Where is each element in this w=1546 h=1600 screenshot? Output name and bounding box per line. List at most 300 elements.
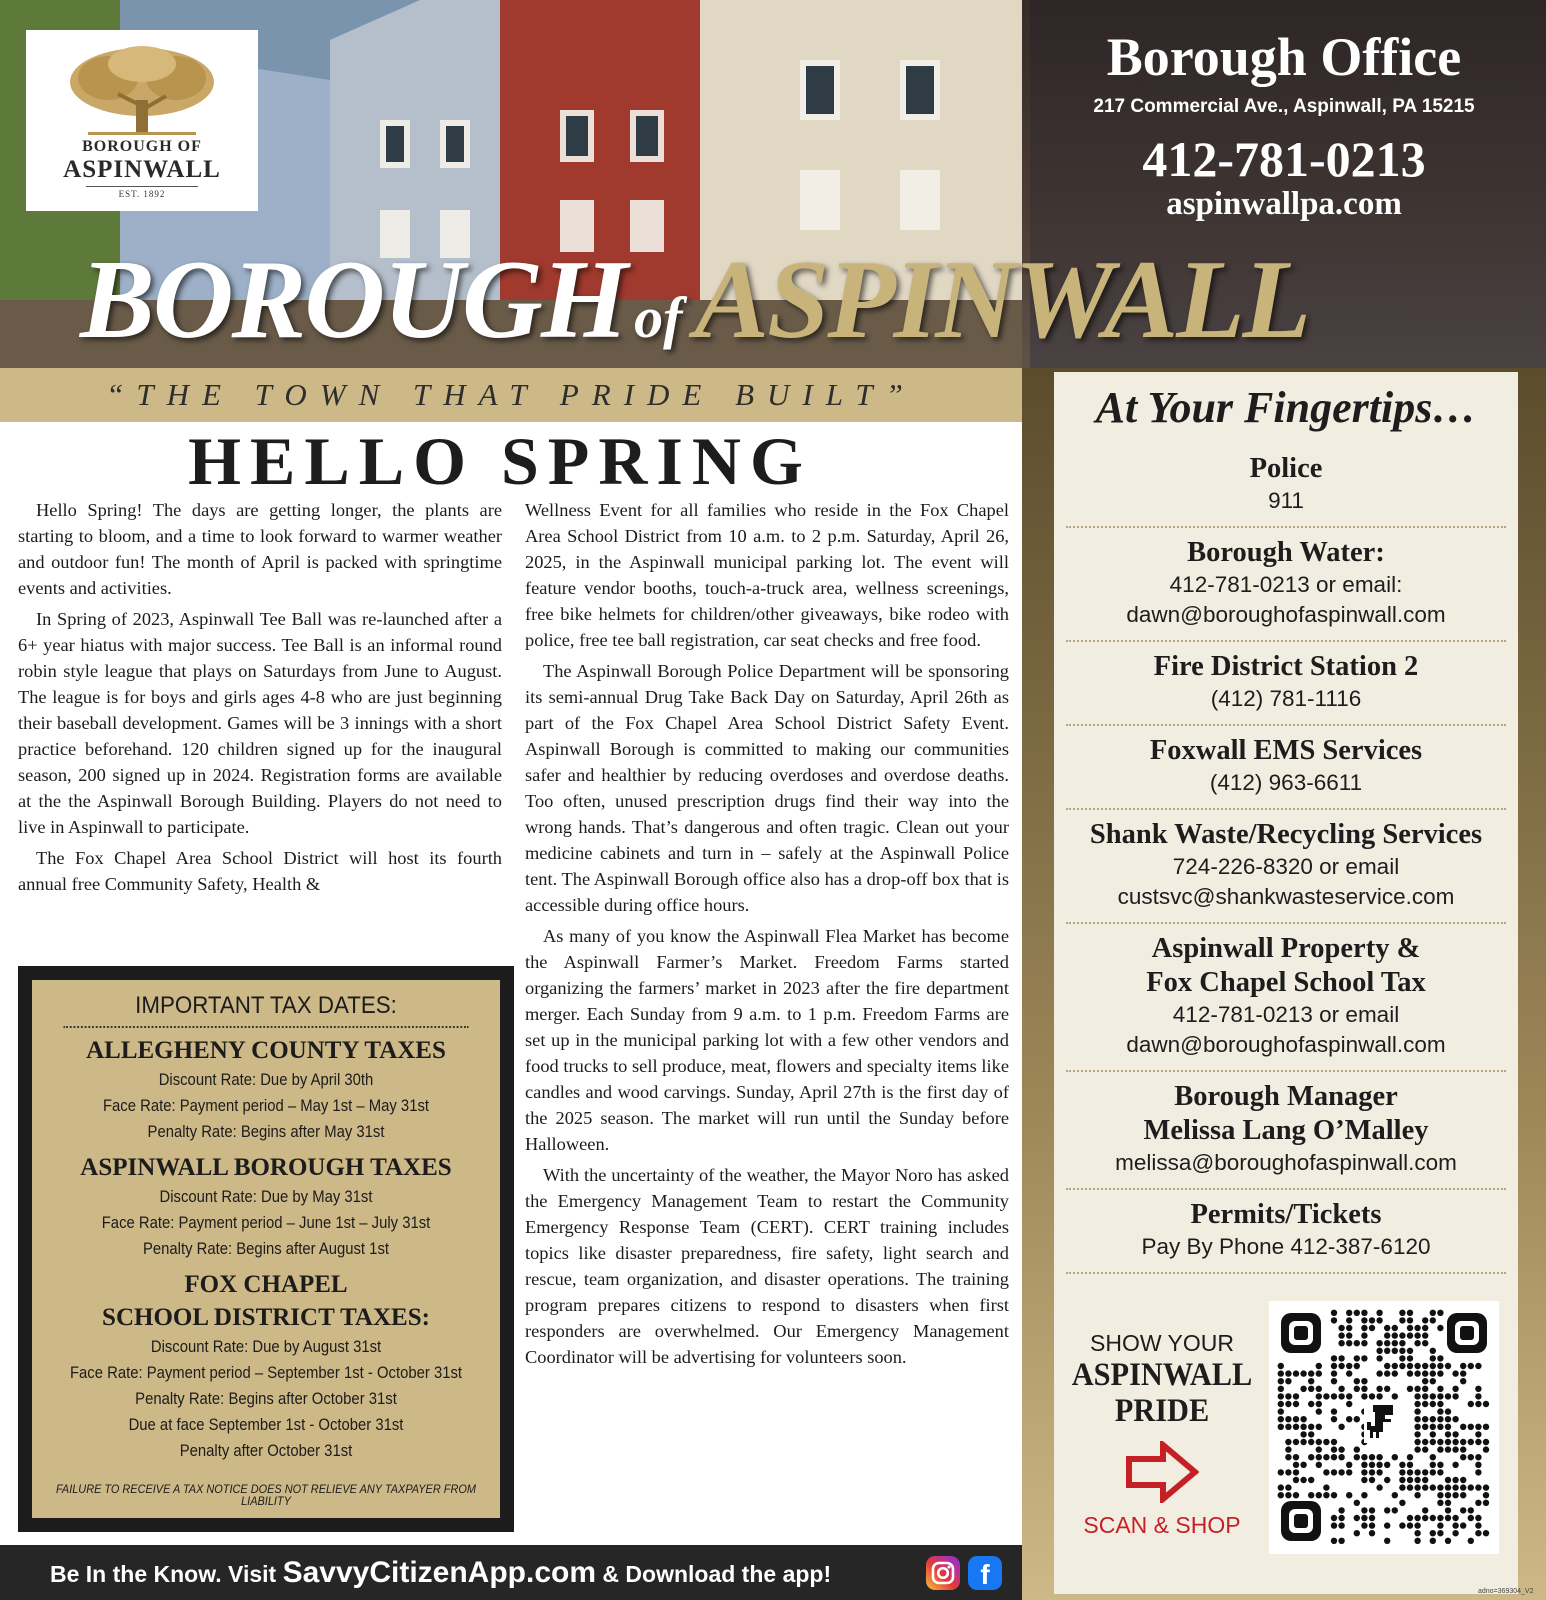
- qr-module: [1422, 1507, 1428, 1513]
- qr-module: [1331, 1370, 1337, 1376]
- qr-module: [1384, 1477, 1390, 1483]
- qr-module: [1354, 1500, 1360, 1506]
- qr-module: [1468, 1363, 1474, 1369]
- qr-module: [1354, 1340, 1360, 1346]
- footer-text: [50, 1545, 831, 1600]
- contact-phone[interactable]: Pay By Phone 412-387-6120: [1141, 1234, 1431, 1259]
- qr-module: [1384, 1386, 1390, 1392]
- qr-module: [1430, 1310, 1436, 1316]
- qr-module: [1445, 1484, 1451, 1490]
- qr-module: [1285, 1416, 1291, 1422]
- qr-module: [1399, 1469, 1405, 1475]
- article-paragraph: Hello Spring! The days are getting longer, the plants are starting to bloom, and a time to look forward to warmer weather and outdoor fun! The month of April is packed with springtime events and activities.: [18, 500, 502, 598]
- qr-module: [1422, 1370, 1428, 1376]
- tax-date-line: Face Rate: Payment period – June 1st – July 31st: [101, 1214, 431, 1232]
- masthead-of: of: [634, 285, 683, 350]
- qr-module: [1316, 1492, 1322, 1498]
- qr-module: [1338, 1454, 1344, 1460]
- qr-module: [1437, 1492, 1443, 1498]
- qr-module: [1468, 1401, 1474, 1407]
- qr-module: [1392, 1393, 1398, 1399]
- facebook-icon[interactable]: f: [968, 1556, 1002, 1590]
- qr-module: [1430, 1538, 1436, 1544]
- article-paragraph: With the uncertainty of the weather, the Mayor Noro has asked the Emergency Management Team to restart the Community Emergency Response Team (CERT). CERT training includes topics like disaster preparedness, fire safety, light search and rescue, team organization, and disaster operations. The training program prepares citizens to respond to disasters when first responders are overwhelmed. Our Emergency Management Coordinator will be advertising for volunteers soon.: [525, 1165, 1009, 1367]
- qr-module: [1369, 1515, 1375, 1521]
- qr-module: [1278, 1469, 1284, 1475]
- qr-module: [1407, 1370, 1413, 1376]
- qr-module: [1430, 1431, 1436, 1437]
- qr-module: [1278, 1363, 1284, 1369]
- qr-module: [1422, 1401, 1428, 1407]
- qr-module: [1338, 1507, 1344, 1513]
- qr-module: [1354, 1363, 1360, 1369]
- contact-phone[interactable]: 412-781-0213 or email:: [1169, 572, 1403, 597]
- qr-module: [1392, 1492, 1398, 1498]
- qr-module: [1399, 1310, 1405, 1316]
- qr-module: [1437, 1522, 1443, 1528]
- qr-module: [1437, 1439, 1443, 1445]
- qr-module: [1300, 1439, 1306, 1445]
- qr-module: [1278, 1484, 1284, 1490]
- qr-module: [1445, 1492, 1451, 1498]
- qr-module: [1361, 1340, 1367, 1346]
- qr-module: [1384, 1340, 1390, 1346]
- qr-module: [1308, 1477, 1314, 1483]
- qr-module: [1430, 1462, 1436, 1468]
- qr-module: [1338, 1386, 1344, 1392]
- qr-module: [1369, 1522, 1375, 1528]
- qr-module: [1452, 1370, 1458, 1376]
- qr-module: [1445, 1507, 1451, 1513]
- qr-module: [1316, 1363, 1322, 1369]
- qr-module: [1483, 1492, 1489, 1498]
- qr-module: [1369, 1454, 1375, 1460]
- qr-module: [1308, 1492, 1314, 1498]
- qr-module: [1384, 1462, 1390, 1468]
- qr-module: [1430, 1348, 1436, 1354]
- contact-name: Permits/Tickets: [1190, 1199, 1382, 1230]
- qr-module: [1361, 1317, 1367, 1323]
- qr-module: [1338, 1393, 1344, 1399]
- qr-module: [1475, 1462, 1481, 1468]
- qr-module: [1308, 1386, 1314, 1392]
- qr-module: [1338, 1515, 1344, 1521]
- qr-module: [1323, 1484, 1329, 1490]
- qr-module: [1293, 1393, 1299, 1399]
- qr-module: [1452, 1416, 1458, 1422]
- tax-section-heading: FOX CHAPEL SCHOOL DISTRICT TAXES:: [102, 1271, 430, 1331]
- article-paragraph: The Aspinwall Borough Police Department will be sponsoring its semi-annual Drug Take Back Day on Saturday, April 26th as part of the Fox Chapel Area School District Safety Event. Aspinwall Borough is committed to making our communities safer and healthier by reducing overdoses and overdose deaths. Too often, unused prescription drugs find their way into the wrong hands. That’s dangerous and often tragic. Clean out your medicine cabinets and turn in – safely at the Aspinwall Police tent. The Aspinwall Borough office also has a drop-off box that is accessible during office hours.: [525, 661, 1009, 915]
- qr-module: [1316, 1439, 1322, 1445]
- qr-module: [1430, 1401, 1436, 1407]
- qr-module: [1308, 1431, 1314, 1437]
- qr-module: [1369, 1317, 1375, 1323]
- qr-module: [1452, 1492, 1458, 1498]
- contact-borough-manager: [1066, 1076, 1506, 1190]
- qr-module: [1376, 1469, 1382, 1475]
- qr-module: [1475, 1424, 1481, 1430]
- qr-module: [1293, 1416, 1299, 1422]
- qr-module: [1361, 1325, 1367, 1331]
- qr-module: [1278, 1424, 1284, 1430]
- qr-module: [1475, 1439, 1481, 1445]
- qr-module: [1445, 1477, 1451, 1483]
- qr-module: [1475, 1454, 1481, 1460]
- qr-module: [1460, 1439, 1466, 1445]
- qr-module: [1422, 1340, 1428, 1346]
- qr-module: [1285, 1393, 1291, 1399]
- qr-module: [1308, 1401, 1314, 1407]
- qr-module: [1300, 1386, 1306, 1392]
- qr-module: [1414, 1416, 1420, 1422]
- qr-module: [1354, 1446, 1360, 1452]
- qr-module: [1437, 1416, 1443, 1422]
- qr-module: [1407, 1317, 1413, 1323]
- qr-module: [1376, 1340, 1382, 1346]
- qr-module: [1338, 1340, 1344, 1346]
- qr-module: [1392, 1325, 1398, 1331]
- qr-module: [1445, 1363, 1451, 1369]
- qr-module: [1285, 1378, 1291, 1384]
- qr-module: [1437, 1446, 1443, 1452]
- qr-module: [1285, 1484, 1291, 1490]
- qr-module: [1430, 1378, 1436, 1384]
- logo-est-text: EST. 1892: [86, 186, 198, 199]
- qr-module: [1483, 1424, 1489, 1430]
- qr-module: [1475, 1515, 1481, 1521]
- qr-module: [1437, 1408, 1443, 1414]
- qr-module: [1422, 1477, 1428, 1483]
- contact-name: Borough Water:: [1187, 537, 1385, 568]
- qr-module: [1399, 1348, 1405, 1354]
- qr-module: [1278, 1416, 1284, 1422]
- qr-finder-top-left: [1281, 1313, 1321, 1353]
- qr-module: [1445, 1424, 1451, 1430]
- savvy-citizen-link[interactable]: SavvyCitizenApp.com: [282, 1556, 597, 1589]
- contact-name: Shank Waste/Recycling Services: [1089, 819, 1483, 850]
- contact-phone[interactable]: 724-226-8320 or email: [1172, 854, 1400, 879]
- qr-module: [1369, 1393, 1375, 1399]
- tax-date-line: Discount Rate: Due by August 31st: [150, 1338, 382, 1356]
- qr-module: [1331, 1492, 1337, 1498]
- tax-date-line: Penalty Rate: Begins after October 31st: [135, 1390, 397, 1408]
- qr-module: [1452, 1439, 1458, 1445]
- qr-module: [1468, 1538, 1474, 1544]
- qr-module: [1437, 1363, 1443, 1369]
- qr-module: [1331, 1522, 1337, 1528]
- contact-email[interactable]: dawn@boroughofaspinwall.com: [1126, 1032, 1446, 1057]
- office-address: 217 Commercial Ave., Aspinwall, PA 15215: [1093, 96, 1475, 117]
- pride-line2: [1063, 1357, 1262, 1429]
- qr-module: [1346, 1416, 1352, 1422]
- qr-module: [1308, 1454, 1314, 1460]
- qr-module: [1369, 1507, 1375, 1513]
- qr-module: [1422, 1332, 1428, 1338]
- office-website-link[interactable]: aspinwallpa.com: [1166, 186, 1402, 222]
- qr-module: [1460, 1507, 1466, 1513]
- qr-module: [1361, 1378, 1367, 1384]
- qr-module: [1308, 1439, 1314, 1445]
- qr-module: [1407, 1386, 1413, 1392]
- qr-module: [1392, 1454, 1398, 1460]
- qr-module: [1361, 1507, 1367, 1513]
- contact-email[interactable]: dawn@boroughofaspinwall.com: [1126, 602, 1446, 627]
- qr-module: [1399, 1522, 1405, 1528]
- qr-module: [1468, 1515, 1474, 1521]
- contact-name: Aspinwall Property & Fox Chapel School Tax: [1146, 933, 1426, 998]
- qr-module: [1475, 1469, 1481, 1475]
- qr-module: [1316, 1401, 1322, 1407]
- contact-phone[interactable]: (412) 781-1116: [1210, 686, 1362, 711]
- qr-module: [1460, 1370, 1466, 1376]
- qr-module: [1430, 1454, 1436, 1460]
- qr-module: [1384, 1507, 1390, 1513]
- qr-module: [1354, 1454, 1360, 1460]
- qr-module: [1422, 1416, 1428, 1422]
- qr-module: [1376, 1454, 1382, 1460]
- qr-module: [1407, 1477, 1413, 1483]
- qr-module: [1414, 1477, 1420, 1483]
- qr-module: [1430, 1515, 1436, 1521]
- qr-module: [1437, 1462, 1443, 1468]
- qr-module: [1475, 1393, 1481, 1399]
- qr-module: [1354, 1310, 1360, 1316]
- contact-name: Foxwall EMS Services: [1149, 735, 1423, 766]
- qr-module: [1300, 1416, 1306, 1422]
- qr-module: [1414, 1431, 1420, 1437]
- qr-module: [1376, 1370, 1382, 1376]
- qr-module: [1285, 1454, 1291, 1460]
- contact-name: Borough Manager Melissa Lang O’Malley: [1143, 1081, 1429, 1146]
- qr-module: [1323, 1393, 1329, 1399]
- qr-module: [1293, 1469, 1299, 1475]
- qr-module: [1452, 1477, 1458, 1483]
- qr-module: [1437, 1424, 1443, 1430]
- qr-module: [1376, 1310, 1382, 1316]
- qr-module: [1399, 1484, 1405, 1490]
- tax-date-line: Discount Rate: Due by April 30th: [158, 1071, 374, 1089]
- qr-module: [1346, 1325, 1352, 1331]
- qr-module: [1331, 1515, 1337, 1521]
- qr-module: [1422, 1325, 1428, 1331]
- qr-module: [1376, 1386, 1382, 1392]
- footer-text-after: & Download the app!: [596, 1561, 832, 1587]
- qr-module: [1460, 1477, 1466, 1483]
- qr-module: [1452, 1462, 1458, 1468]
- qr-module: [1407, 1515, 1413, 1521]
- article-paragraph: In Spring of 2023, Aspinwall Tee Ball was re-launched after a 6+ year hiatus with major success. Tee Ball is an informal round robin style league that plays on Saturdays from June to August. The league is for boys and girls ages 4-8 who are just beginning their baseball development. Games will be 3 innings with a short practice beforehand. 120 children signed up for the inaugural season, 200 signed up in 2024. Registration forms are available at the the Aspinwall Borough Building. Players do not need to live in Aspinwall to participate.: [18, 609, 502, 837]
- office-phone[interactable]: 412-781-0213: [1142, 131, 1426, 187]
- article-paragraph: The Fox Chapel Area School District will host its fourth annual free Community Safety, Health &: [18, 848, 502, 894]
- tax-date-line: Penalty Rate: Begins after May 31st: [147, 1123, 385, 1141]
- qr-module: [1475, 1363, 1481, 1369]
- qr-module: [1475, 1386, 1481, 1392]
- pride-text-pride: PRIDE: [1114, 1393, 1210, 1429]
- qr-module: [1422, 1469, 1428, 1475]
- qr-module: [1445, 1500, 1451, 1506]
- arrow-right-icon: [1125, 1441, 1199, 1503]
- qr-module: [1422, 1515, 1428, 1521]
- contact-property-tax: [1066, 928, 1506, 1072]
- qr-module: [1430, 1439, 1436, 1445]
- qr-module: [1316, 1424, 1322, 1430]
- qr-module: [1483, 1484, 1489, 1490]
- qr-module: [1316, 1408, 1322, 1414]
- qr-module: [1430, 1317, 1436, 1323]
- qr-module: [1399, 1355, 1405, 1361]
- contact-phone[interactable]: 911: [1268, 488, 1304, 513]
- qr-module: [1392, 1363, 1398, 1369]
- qr-module: [1361, 1454, 1367, 1460]
- qr-module: [1384, 1348, 1390, 1354]
- qr-module: [1369, 1477, 1375, 1483]
- qr-module: [1338, 1538, 1344, 1544]
- qr-module: [1331, 1355, 1337, 1361]
- instagram-icon[interactable]: [926, 1556, 960, 1590]
- qr-module: [1430, 1424, 1436, 1430]
- qr-module: [1468, 1439, 1474, 1445]
- qr-module: [1483, 1401, 1489, 1407]
- qr-module: [1460, 1378, 1466, 1384]
- qr-module: [1346, 1332, 1352, 1338]
- qr-module: [1483, 1500, 1489, 1506]
- qr-module: [1445, 1538, 1451, 1544]
- qr-module: [1422, 1484, 1428, 1490]
- qr-module: [1422, 1446, 1428, 1452]
- qr-module: [1460, 1446, 1466, 1452]
- masthead-aspinwall: ASPINWALL: [694, 238, 1310, 362]
- qr-module: [1293, 1424, 1299, 1430]
- qr-module: [1407, 1454, 1413, 1460]
- tagline: “THE TOWN THAT PRIDE BUILT”: [0, 368, 1022, 422]
- ad-number: adno=369304_V2: [1478, 1588, 1534, 1595]
- article-column-right: [525, 497, 1009, 1375]
- qr-module: [1361, 1469, 1367, 1475]
- masthead-title: [80, 236, 1546, 362]
- qr-module: [1331, 1317, 1337, 1323]
- qr-module: [1346, 1340, 1352, 1346]
- qr-module: [1483, 1439, 1489, 1445]
- qr-module: [1338, 1424, 1344, 1430]
- qr-module: [1331, 1446, 1337, 1452]
- qr-module: [1361, 1462, 1367, 1468]
- qr-module: [1414, 1393, 1420, 1399]
- qr-module: [1278, 1401, 1284, 1407]
- qr-module: [1346, 1492, 1352, 1498]
- qr-code[interactable]: [1269, 1301, 1499, 1554]
- qr-module: [1285, 1469, 1291, 1475]
- qr-module: [1354, 1386, 1360, 1392]
- qr-module: [1407, 1469, 1413, 1475]
- qr-module: [1392, 1370, 1398, 1376]
- qr-module: [1407, 1484, 1413, 1490]
- qr-module: [1445, 1408, 1451, 1414]
- qr-module: [1445, 1431, 1451, 1437]
- qr-module: [1346, 1317, 1352, 1323]
- qr-module: [1414, 1363, 1420, 1369]
- qr-module: [1316, 1393, 1322, 1399]
- qr-module: [1300, 1431, 1306, 1437]
- qr-module: [1452, 1530, 1458, 1536]
- qr-module: [1407, 1355, 1413, 1361]
- qr-module: [1331, 1363, 1337, 1369]
- qr-module: [1437, 1386, 1443, 1392]
- qr-module: [1300, 1477, 1306, 1483]
- qr-module: [1475, 1431, 1481, 1437]
- qr-module: [1437, 1500, 1443, 1506]
- qr-module: [1384, 1363, 1390, 1369]
- contact-phone[interactable]: (412) 963-6611: [1209, 770, 1363, 795]
- qr-module: [1452, 1522, 1458, 1528]
- qr-module: [1293, 1477, 1299, 1483]
- qr-module: [1331, 1454, 1337, 1460]
- qr-module: [1316, 1386, 1322, 1392]
- qr-module: [1361, 1332, 1367, 1338]
- qr-module: [1338, 1522, 1344, 1528]
- qr-module: [1346, 1393, 1352, 1399]
- qr-module: [1331, 1393, 1337, 1399]
- qr-module: [1361, 1477, 1367, 1483]
- qr-module: [1422, 1424, 1428, 1430]
- qr-module: [1437, 1355, 1443, 1361]
- qr-module: [1361, 1386, 1367, 1392]
- qr-module: [1346, 1310, 1352, 1316]
- qr-module: [1376, 1484, 1382, 1490]
- qr-module: [1437, 1393, 1443, 1399]
- qr-module: [1475, 1500, 1481, 1506]
- qr-module: [1414, 1522, 1420, 1528]
- article-headline: HELLO SPRING: [188, 423, 812, 499]
- contact-borough-water: [1066, 532, 1506, 642]
- qr-module: [1483, 1446, 1489, 1452]
- qr-module: [1445, 1515, 1451, 1521]
- qr-module: [1414, 1484, 1420, 1490]
- contact-phone[interactable]: 412-781-0213 or email: [1172, 1002, 1400, 1027]
- qr-module: [1278, 1370, 1284, 1376]
- qr-module: [1293, 1439, 1299, 1445]
- qr-module: [1369, 1325, 1375, 1331]
- qr-module: [1361, 1515, 1367, 1521]
- qr-module: [1460, 1363, 1466, 1369]
- qr-module: [1414, 1408, 1420, 1414]
- contact-foxwall-ems: [1066, 730, 1506, 810]
- qr-module: [1346, 1462, 1352, 1468]
- qr-module: [1323, 1439, 1329, 1445]
- qr-module: [1414, 1439, 1420, 1445]
- qr-module: [1338, 1446, 1344, 1452]
- header-banner: [0, 0, 1546, 368]
- contact-email[interactable]: melissa@boroughofaspinwall.com: [1115, 1150, 1457, 1175]
- qr-module: [1437, 1370, 1443, 1376]
- qr-module: [1354, 1355, 1360, 1361]
- qr-module: [1293, 1454, 1299, 1460]
- tax-date-line: Penalty after October 31st: [179, 1442, 353, 1460]
- qr-module: [1437, 1401, 1443, 1407]
- tax-date-line: Penalty Rate: Begins after August 1st: [142, 1240, 390, 1258]
- qr-module: [1323, 1469, 1329, 1475]
- contact-permits: [1066, 1194, 1506, 1274]
- qr-module: [1338, 1363, 1344, 1369]
- contact-police: [1066, 448, 1506, 528]
- borough-logo: [26, 30, 258, 211]
- qr-module: [1430, 1469, 1436, 1475]
- contact-email[interactable]: custsvc@shankwasteservice.com: [1117, 884, 1455, 909]
- qr-module: [1422, 1378, 1428, 1384]
- qr-module: [1445, 1446, 1451, 1452]
- qr-module: [1285, 1424, 1291, 1430]
- tax-dates-box: [18, 966, 514, 1532]
- qr-module: [1308, 1370, 1314, 1376]
